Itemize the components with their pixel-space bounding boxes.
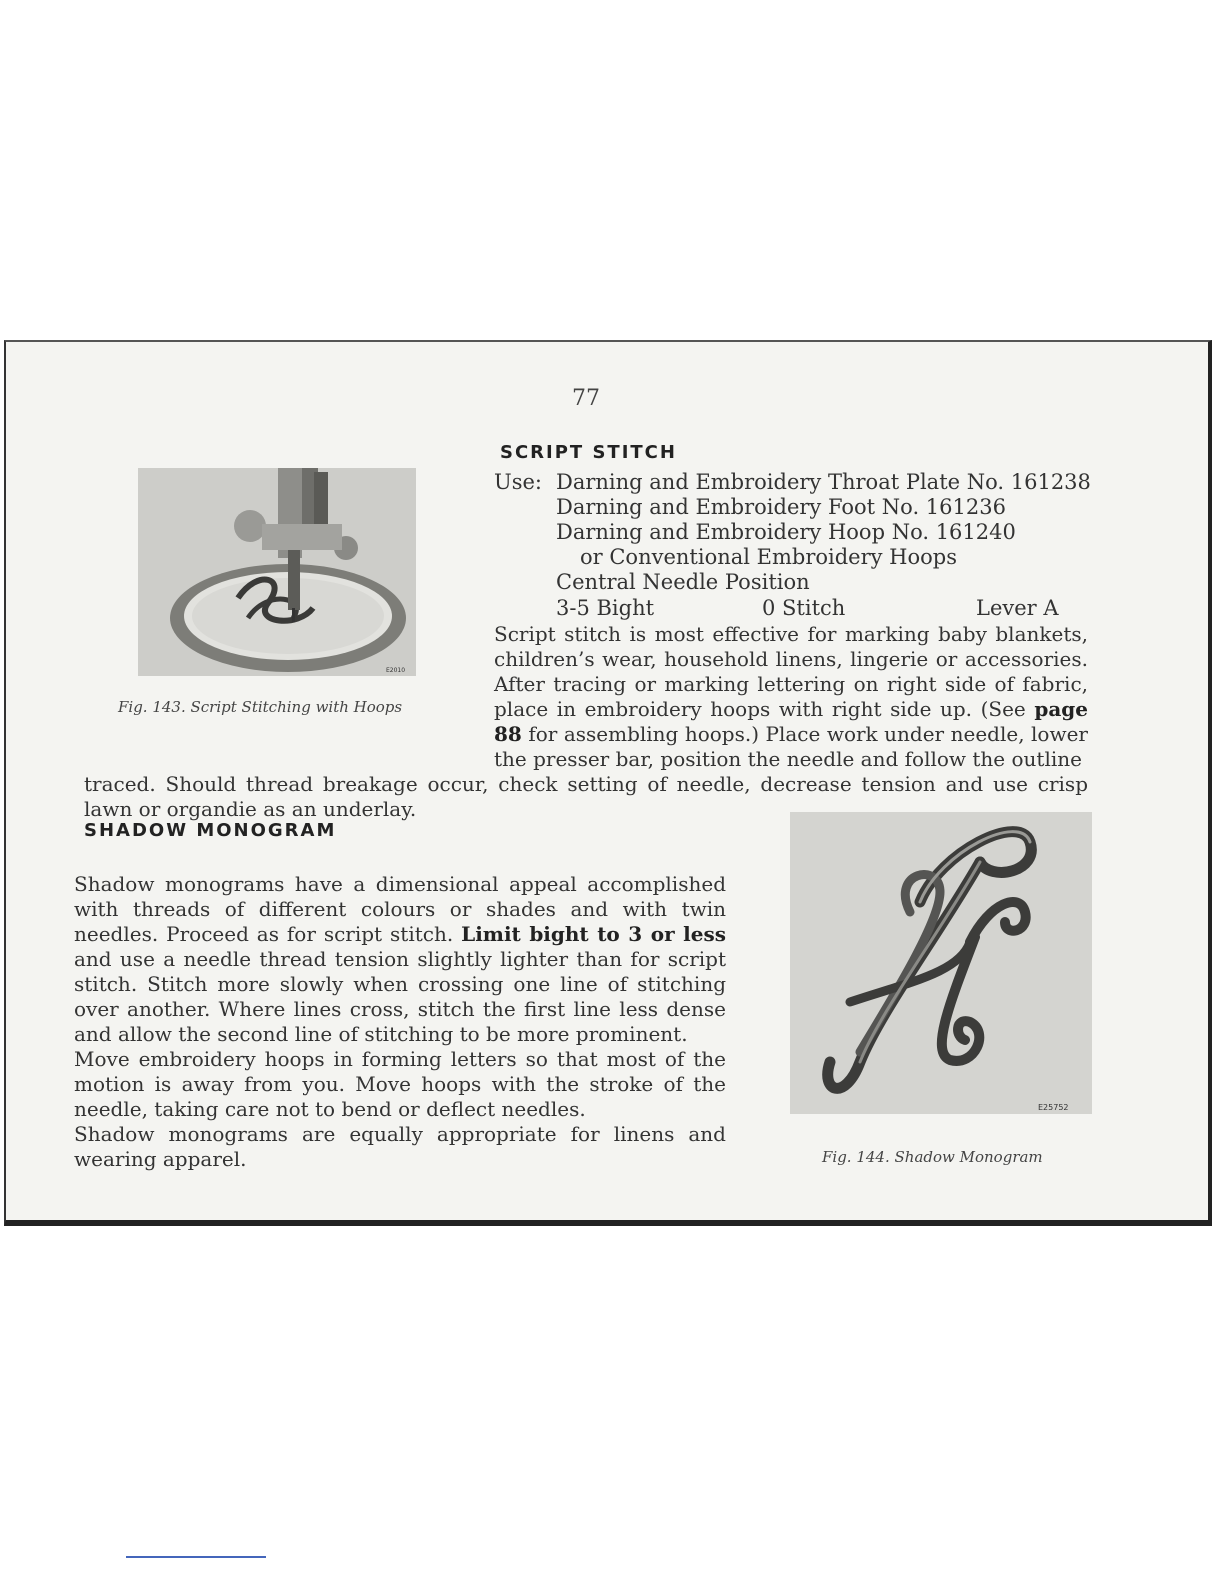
figure-144-photo xyxy=(790,812,1092,1114)
monogram-illustration xyxy=(790,812,1092,1114)
use-item: Darning and Embroidery Hoop No. 161240 xyxy=(556,520,1016,544)
lever-setting: Lever A xyxy=(976,596,1059,620)
script-text-part: for assembling hoops.) Place work under needle, lower the presser bar, position the needle and follow the outline xyxy=(494,722,1088,771)
shadow-paragraph: Shadow monograms are equally appropriate for linens and wearing apparel. xyxy=(74,1122,726,1171)
shadow-paragraph xyxy=(74,872,726,1047)
use-item: Darning and Embroidery Foot No. 161236 xyxy=(556,495,1006,519)
bight-setting: 3-5 Bight xyxy=(556,596,655,620)
use-row xyxy=(494,470,1091,495)
figure-143-caption: Fig. 143. Script Stitching with Hoops xyxy=(118,698,403,716)
shadow-monogram-text xyxy=(74,872,726,1172)
script-stitch-heading: SCRIPT STITCH xyxy=(500,442,677,463)
figure-143-code: E2010 xyxy=(386,667,406,674)
use-item: Central Needle Position xyxy=(556,570,810,594)
script-stitch-uses xyxy=(494,470,1091,595)
page-reference: page 88 xyxy=(494,697,1088,746)
bottom-rule xyxy=(126,1556,266,1558)
page-number: 77 xyxy=(572,386,600,411)
bight-limit: Limit bight to 3 or less xyxy=(461,922,726,946)
shadow-text-part: and use a needle thread tension slightly lighter than for script stitch. Stitch more slowly when crossing one line of stitching over another. Where lines cross, stitch the first line less dense and allow the second line of stitching to be more prominent. xyxy=(74,947,726,1046)
use-item: or Conventional Embroidery Hoops xyxy=(580,545,957,569)
use-item: Darning and Embroidery Throat Plate No. 161238 xyxy=(556,470,1091,494)
hoop-machine-illustration xyxy=(138,468,416,676)
shadow-text-part: Shadow monograms have a dimensional appeal accomplished with threads of different colours or shades and with twin needles. Proceed as for script stitch. xyxy=(74,872,726,946)
stitch-setting: 0 Stitch xyxy=(762,596,846,620)
figure-144-caption: Fig. 144. Shadow Monogram xyxy=(822,1148,1043,1166)
shadow-monogram-heading: SHADOW MONOGRAM xyxy=(84,820,337,841)
figure-143-photo xyxy=(138,468,416,676)
use-label: Use: xyxy=(494,470,542,494)
shadow-paragraph: Move embroidery hoops in forming letters so that most of the motion is away from you. Move hoops with the stroke of the needle, taking care not to bend or deflect needles. xyxy=(74,1047,726,1121)
script-text-part: Script stitch is most effective for marking baby blankets, children’s wear, household linens, lingerie or accessories. After tracing or marking lettering on right side of fabric, place in embroidery hoops with right side up. (See xyxy=(494,622,1088,721)
script-stitch-paragraph xyxy=(494,622,1088,772)
script-stitch-continued: traced. Should thread breakage occur, check setting of needle, decrease tension and use crisp lawn or organdie as an underlay. xyxy=(84,772,1088,821)
manual-page xyxy=(4,340,1212,1226)
figure-144-code: E25752 xyxy=(1038,1103,1069,1112)
